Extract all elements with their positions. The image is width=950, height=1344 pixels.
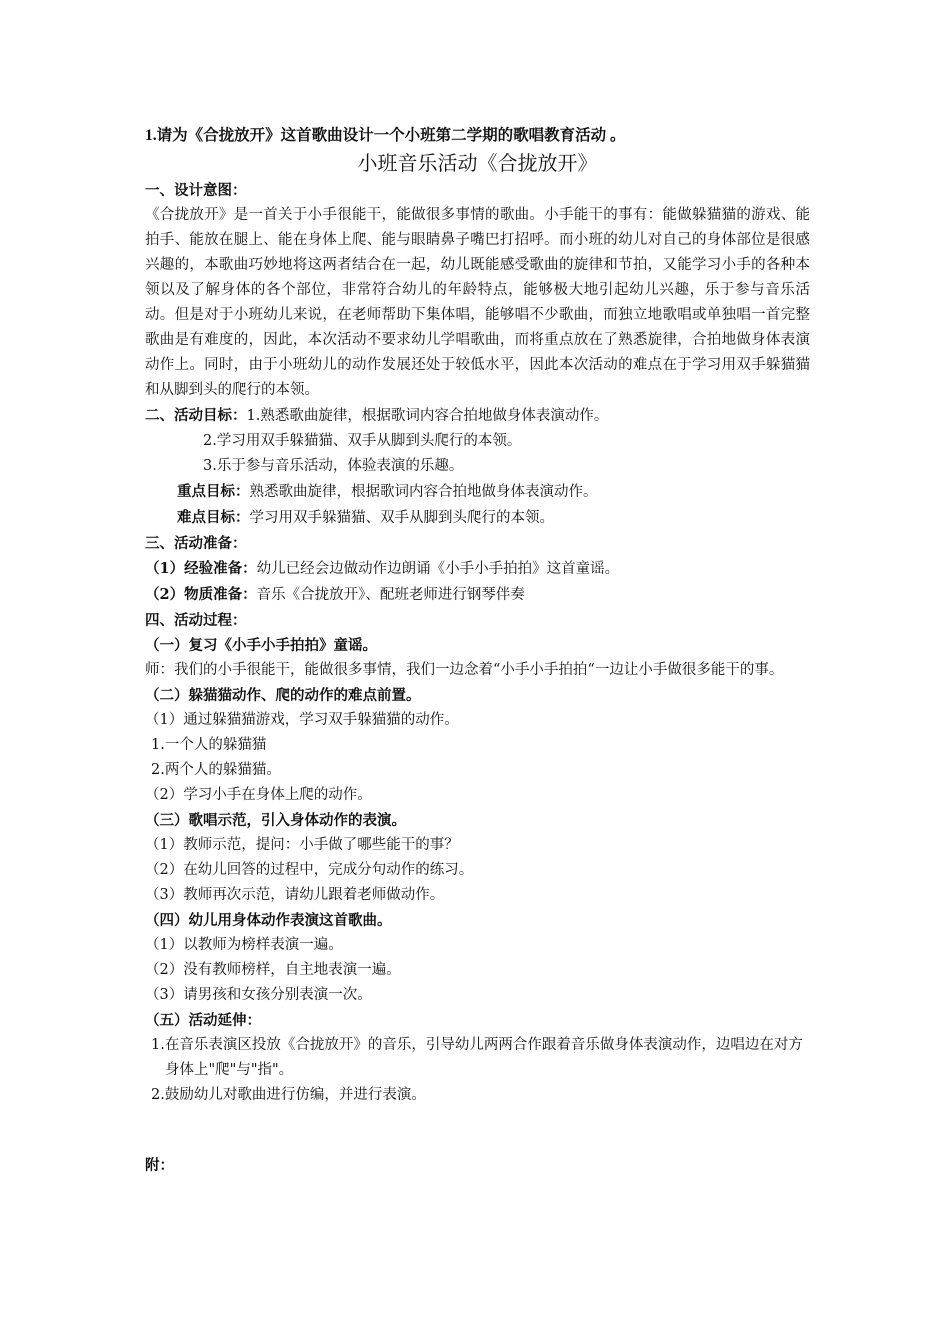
experience-prep-text: 幼儿已经会边做动作边朗诵《小手小手拍拍》这首童谣。 xyxy=(256,561,620,577)
blank-space xyxy=(145,1108,810,1153)
page-title: 小班音乐活动《合拢放开》 xyxy=(357,151,598,175)
list-item: 1.一个人的躲猫猫 xyxy=(151,737,267,753)
section-3-heading: 三、活动准备： xyxy=(145,535,247,552)
experience-prep-label: （1）经验准备： xyxy=(145,560,257,577)
list-item: （3）教师再次示范，请幼儿跟着老师做动作。 xyxy=(145,887,445,903)
list-item: （1）通过躲猫猫游戏，学习双手躲猫猫的动作。 xyxy=(145,712,459,728)
material-prep-label: （2）物质准备： xyxy=(145,586,257,603)
process-4-heading: （四）幼儿用身体动作表演这首歌曲。 xyxy=(145,912,392,929)
section-4-heading: 四、活动过程： xyxy=(145,612,247,629)
process-2-heading: （二）躲猫猫动作、爬的动作的难点前置。 xyxy=(145,687,421,704)
key-goal-text: 熟悉歌曲旋律，根据歌词内容合拍地做身体表演动作。 xyxy=(249,484,598,500)
key-goal-label: 重点目标： xyxy=(177,483,250,500)
list-item: （1）以教师为榜样表演一遍。 xyxy=(145,937,343,953)
goal-2: 2.学习用双手躲猫猫、双手从脚到头爬行的本领。 xyxy=(203,433,522,449)
process-3-heading: （三）歌唱示范，引入身体动作的表演。 xyxy=(145,812,406,829)
difficult-goal-label: 难点目标： xyxy=(177,509,250,526)
goal-3: 3.乐于参与音乐活动，体验表演的乐趣。 xyxy=(203,458,464,474)
material-prep-text: 音乐《合拢放开》、配班老师进行钢琴伴奏 xyxy=(256,587,525,603)
list-item: （1）教师示范，提问：小手做了哪些能干的事？ xyxy=(145,837,459,853)
process-5-heading: （五）活动延伸： xyxy=(145,1012,261,1029)
material-prep xyxy=(145,582,810,608)
extension-item-1: 1.在音乐表演区投放《合拢放开》的音乐，引导幼儿两两合作跟着音乐做身体表演动作，边唱边在对方身体上"爬"与"指"。 xyxy=(151,1037,803,1078)
extension-item-2: 2.鼓励幼儿对歌曲进行仿编，并进行表演。 xyxy=(151,1087,426,1103)
list-item: （3）请男孩和女孩分别表演一次。 xyxy=(145,987,372,1003)
list-item: （2）没有教师榜样，自主地表演一遍。 xyxy=(145,962,401,978)
difficult-goal-text: 学习用双手躲猫猫、双手从脚到头爬行的本领。 xyxy=(249,510,554,526)
section-2-heading: 二、活动目标： xyxy=(145,407,247,424)
question-heading: 1.请为《合拢放开》这首歌曲设计一个小班第二学期的歌唱教育活动 。 xyxy=(145,127,626,144)
list-item: （2）在幼儿回答的过程中，完成分句动作的练习。 xyxy=(145,862,474,878)
key-goal xyxy=(145,479,810,505)
difficult-goal xyxy=(145,505,810,531)
process-1-heading: （一）复习《小手小手拍拍》童谣。 xyxy=(145,637,377,654)
section-1-body: 《合拢放开》是一首关于小手很能干，能做很多事情的歌曲。小手能干的事有：能做躲猫猫的游戏、能拍手、能放在腿上、能在身体上爬、能与眼睛鼻子嘴巴打招呼。而小班的幼儿对自己的身体部位是很感兴趣的，本歌曲巧妙地将这两者结合在一起，幼儿既能感受歌曲的旋律和节拍，又能学习小手的各种本领以及了解身体的各个部位，非常符合幼儿的年龄特点，能够极大地引起幼儿兴趣，乐于参与音乐活动。但是对于小班幼儿来说，在老师帮助下集体唱，能够唱不少歌曲，而独立地歌唱或单独唱一首完整歌曲是有难度的，因此，本次活动不要求幼儿学唱歌曲，而将重点放在了熟悉旋律，合拍地做身体表演动作上。同时，由于小班幼儿的动作发展还处于较低水平，因此本次活动的难点在于学习用双手躲猫猫和从脚到头的爬行的本领。 xyxy=(145,207,810,398)
list-item: （2）学习小手在身体上爬的动作。 xyxy=(145,787,372,803)
list-item: 2.两个人的躲猫猫。 xyxy=(151,762,281,778)
document-body xyxy=(145,123,810,1178)
goals-line-1 xyxy=(145,403,810,429)
section-1-heading: 一、设计意图： xyxy=(145,182,247,199)
experience-prep xyxy=(145,556,810,582)
goal-1: 1.熟悉歌曲旋律，根据歌词内容合拍地做身体表演动作。 xyxy=(246,408,609,424)
appendix-label: 附： xyxy=(145,1157,174,1174)
process-1-text: 师：我们的小手很能干，能做很多事情，我们一边念着“小手小手拍拍“一边让小手做很多能干的事。 xyxy=(145,662,784,678)
